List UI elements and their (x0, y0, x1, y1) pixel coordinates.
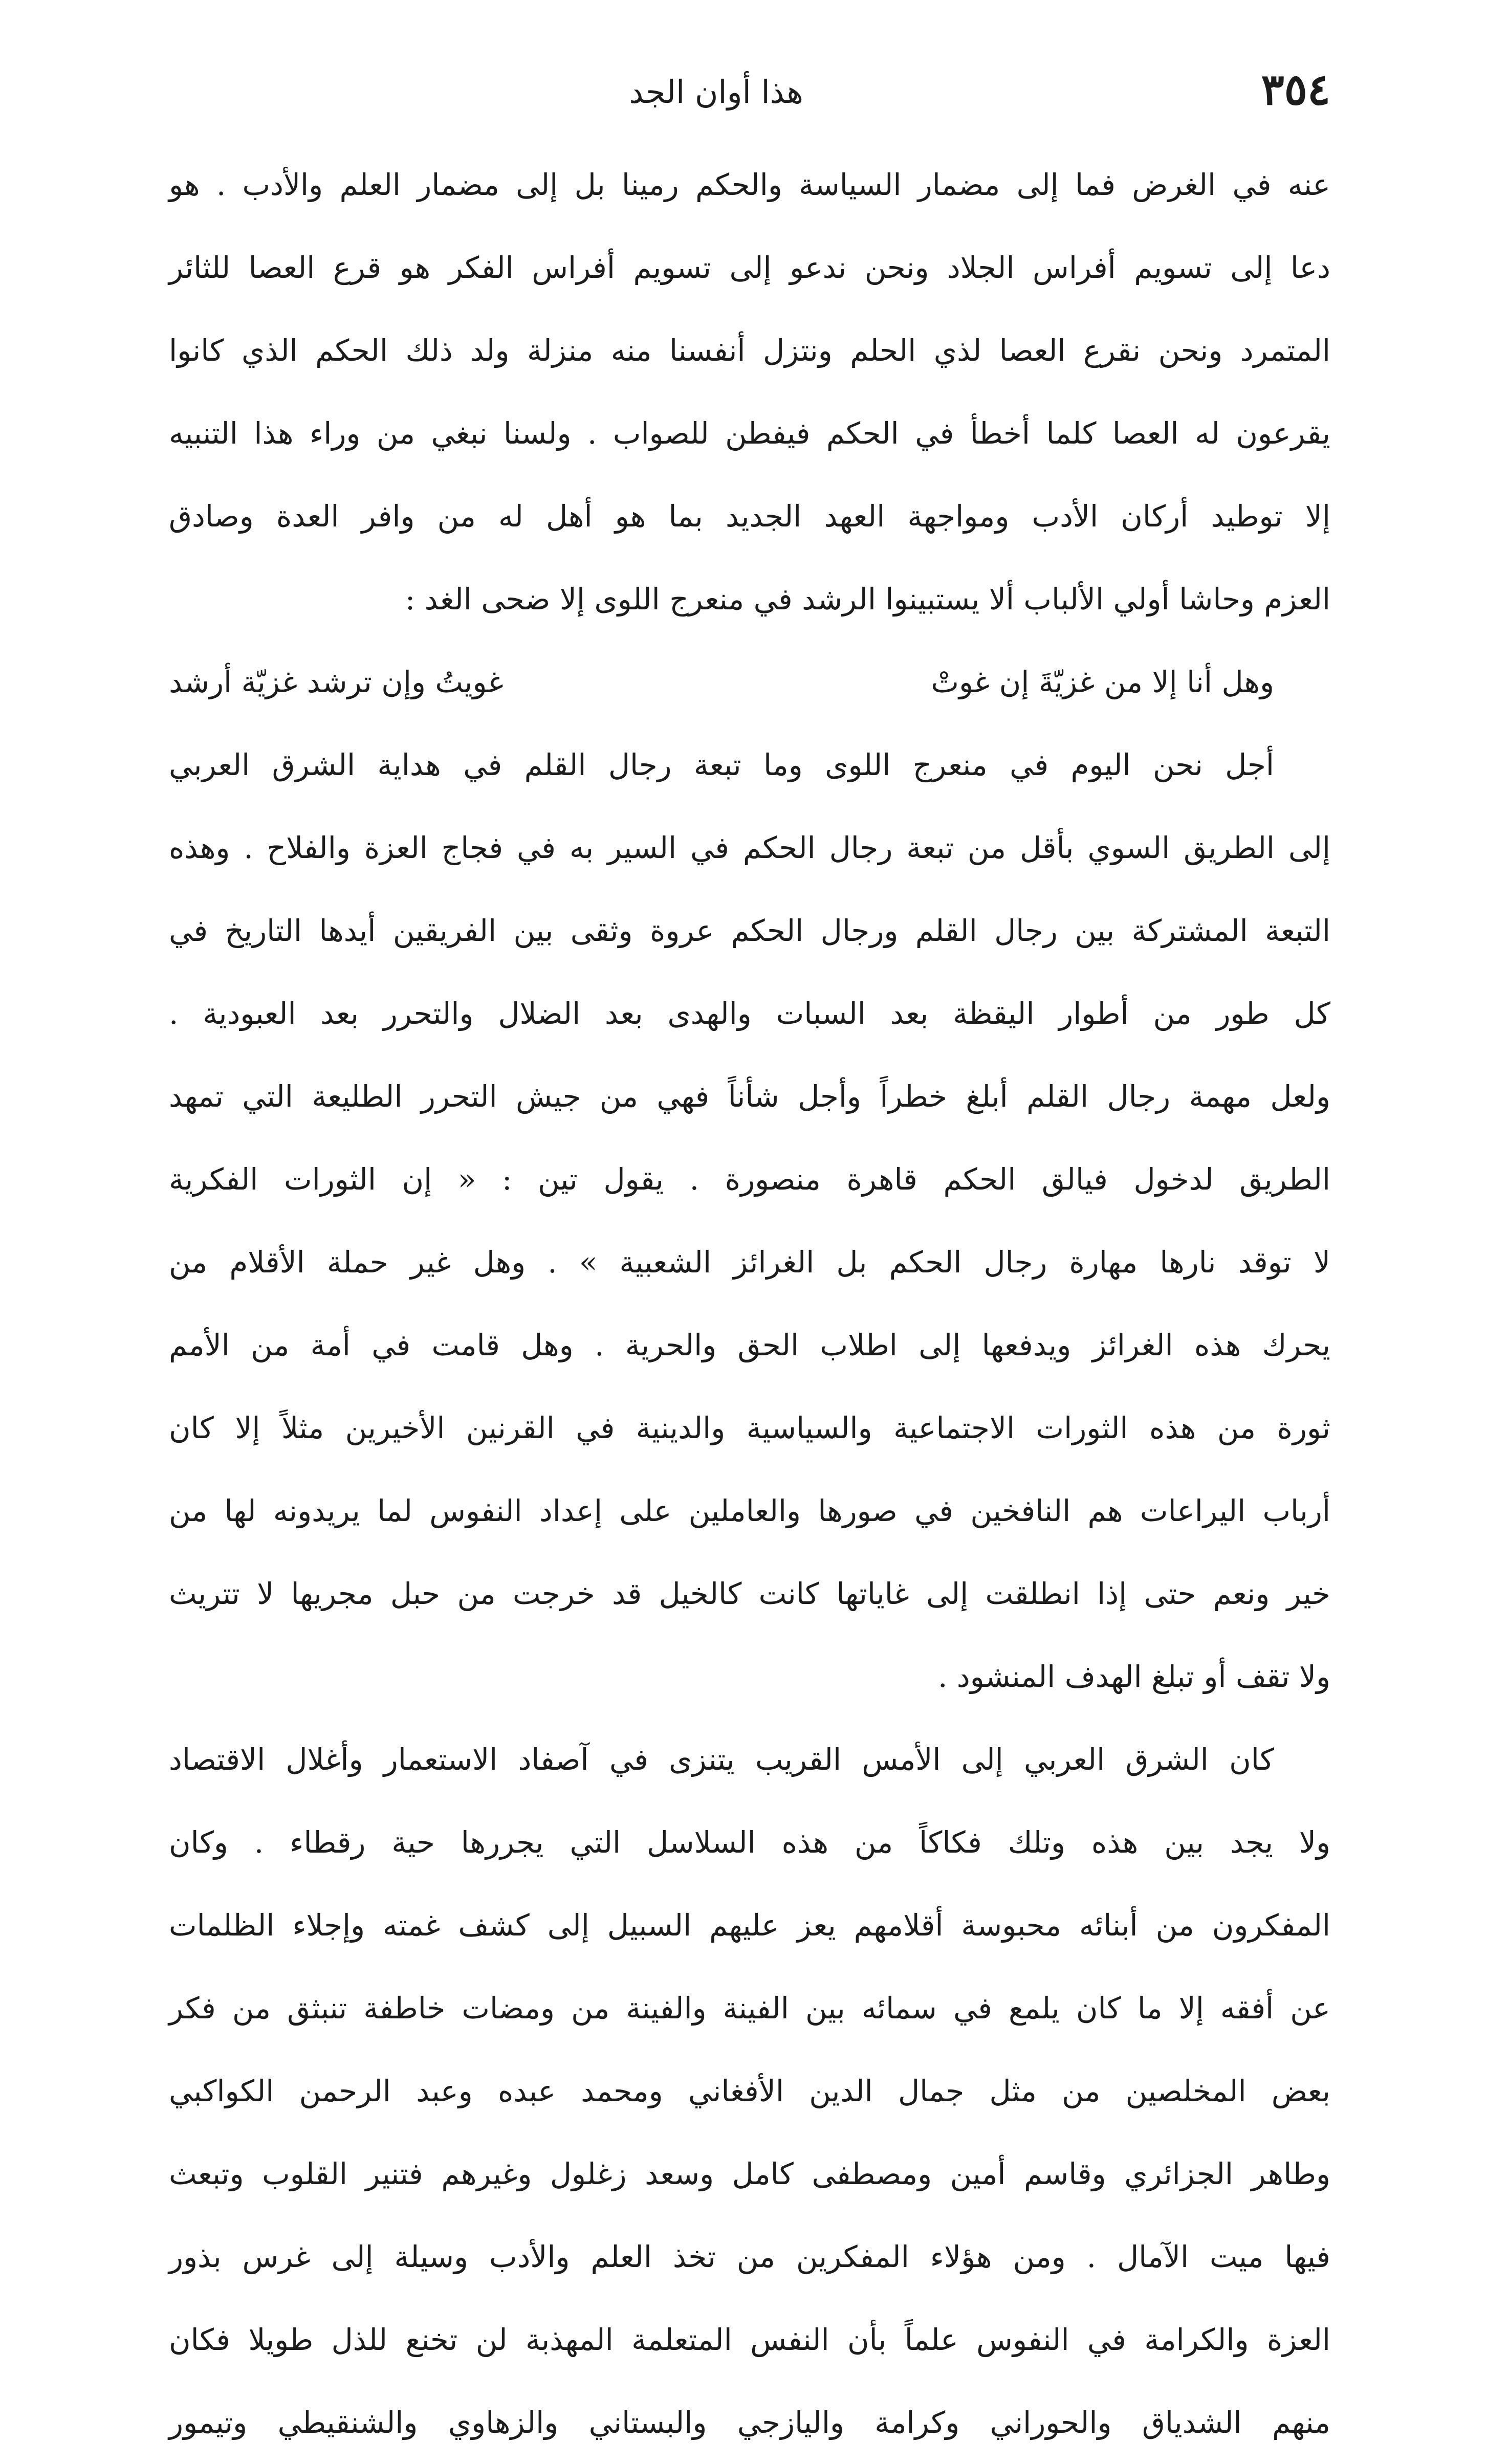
text-line: ثورة من هذه الثورات الاجتماعية والسياسية والدينية في القرنين الأخيرين مثلاً إلا كان (169, 1411, 1330, 1445)
text-line: كل طور من أطوار اليقظة بعد السبات والهدى بعد الضلال والتحرر بعد العبودية . (169, 996, 1330, 1031)
verse-second-hemistich: غويتُ وإن ترشد غزيّة أرشد (169, 665, 504, 699)
text-line: أرباب اليراعات هم النافخين في صورها والعاملين على إعداد النفوس لما يريدونه لها من (169, 1493, 1330, 1528)
text-line: ولا تقف أو تبلغ الهدف المنشود . (938, 1659, 1330, 1694)
text-line: الطريق لدخول فيالق الحكم قاهرة منصورة . يقول تين : « إن الثورات الفكرية (169, 1162, 1330, 1197)
text-line: ولا يجد بين هذه وتلك فكاكاً من هذه السلاسل التي يجررها حية رقطاء . وكان (169, 1825, 1330, 1860)
text-line: دعا إلى تسويم أفراس الجلاد ونحن ندعو إلى تسويم أفراس الفكر هو قرع العصا للثائر (169, 250, 1330, 285)
verse-first-hemistich: وهل أنا إلا من غزيّةَ إن غوتْ (931, 665, 1274, 699)
text-line: العزم وحاشا أولي الألباب ألا يستبينوا الرشد في منعرج اللوى إلا ضحى الغد : (405, 582, 1330, 617)
text-line: ولعل مهمة رجال القلم أبلغ خطراً وأجل شأناً فهي من جيش التحرر الطليعة التي تمهد (169, 1079, 1330, 1114)
text-line: إلى الطريق السوي بأقل من تبعة رجال الحكم في السير به في فجاج العزة والفلاح . وهذه (169, 830, 1330, 865)
text-line: العزة والكرامة في النفوس علماً بأن النفس المتعلمة المهذبة لن تخنع للذل طويلا فكان (169, 2322, 1330, 2357)
text-line: بعض المخلصين من مثل جمال الدين الأفغاني ومحمد عبده وعبد الرحمن الكواكبي (169, 2074, 1330, 2108)
body-text (169, 143, 1330, 2464)
page-number: ٣٥٤ (1261, 64, 1330, 115)
text-line: منهم الشدياق والحوراني وكرامة واليازجي والبستاني والزهاوي والشنقيطي وتيمور (169, 2405, 1330, 2440)
text-line: يقرعون له العصا كلما أخطأ في الحكم فيفطن للصواب . ولسنا نبغي من وراء هذا التنبيه (169, 416, 1330, 451)
text-line: عن أفقه إلا ما كان يلمع في سمائه بين الفينة والفينة من ومضات خاطفة تنبثق من فكر (169, 1991, 1330, 2026)
text-line: يحرك هذه الغرائز ويدفعها إلى اطلاب الحق والحرية . وهل قامت في أمة من الأمم (169, 1328, 1330, 1362)
text-line: فيها ميت الآمال . ومن هؤلاء المفكرين من تخذ العلم والأدب وسيلة إلى غرس بذور (169, 2239, 1330, 2274)
text-line: المفكرون من أبنائه محبوسة أقلامهم يعز عليهم السبيل إلى كشف غمته وإجلاء الظلمات (169, 1908, 1330, 1943)
text-line: خير ونعم حتى إذا انطلقت إلى غاياتها كانت كالخيل قد خرجت من حبل مجريها لا تتريث (169, 1576, 1330, 1611)
text-line: التبعة المشتركة بين رجال القلم ورجال الحكم عروة وثقى بين الفريقين أيدها التاريخ في (169, 913, 1330, 948)
running-title: هذا أوان الجد (629, 73, 803, 111)
text-line: أجل نحن اليوم في منعرج اللوى وما تبعة رجال القلم في هداية الشرق العربي (169, 747, 1274, 782)
text-line: المتمرد ونحن نقرع العصا لذي الحلم ونتزل أنفسنا منه منزلة ولد ذلك الحكم الذي كانوا (169, 333, 1330, 368)
verse-line (169, 641, 1330, 723)
text-line: كان الشرق العربي إلى الأمس القريب يتنزى في آصفاد الاستعمار وأغلال الاقتصاد (169, 1742, 1274, 1777)
text-line: إلا توطيد أركان الأدب ومواجهة العهد الجديد بما هو أهل له من وافر العدة وصادق (169, 499, 1330, 534)
text-line: عنه في الغرض فما إلى مضمار السياسة والحكم رمينا بل إلى مضمار العلم والأدب . هو (169, 167, 1330, 202)
page-header (169, 61, 1330, 123)
text-line: لا توقد نارها مهارة رجال الحكم بل الغرائز الشعبية » . وهل غير حملة الأقلام من (169, 1245, 1330, 1280)
text-line: وطاهر الجزائري وقاسم أمين ومصطفى كامل وسعد زغلول وغيرهم فتنير القلوب وتبعث (169, 2157, 1330, 2191)
